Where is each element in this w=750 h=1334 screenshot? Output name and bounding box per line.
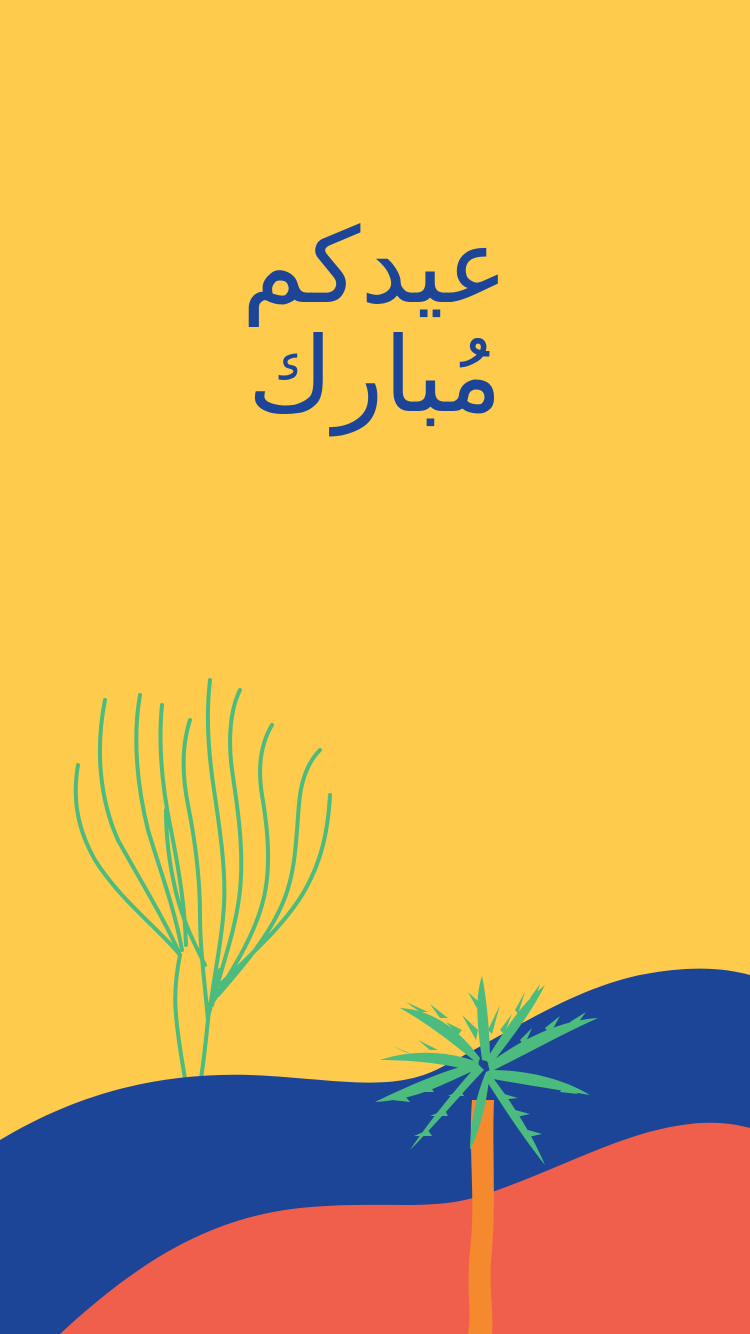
- bare-tree-icon: [76, 680, 330, 1085]
- greeting-line-1: عيدكم: [241, 205, 509, 327]
- greeting-line-2: مُبارك: [247, 314, 503, 437]
- eid-greeting: [0, 205, 750, 437]
